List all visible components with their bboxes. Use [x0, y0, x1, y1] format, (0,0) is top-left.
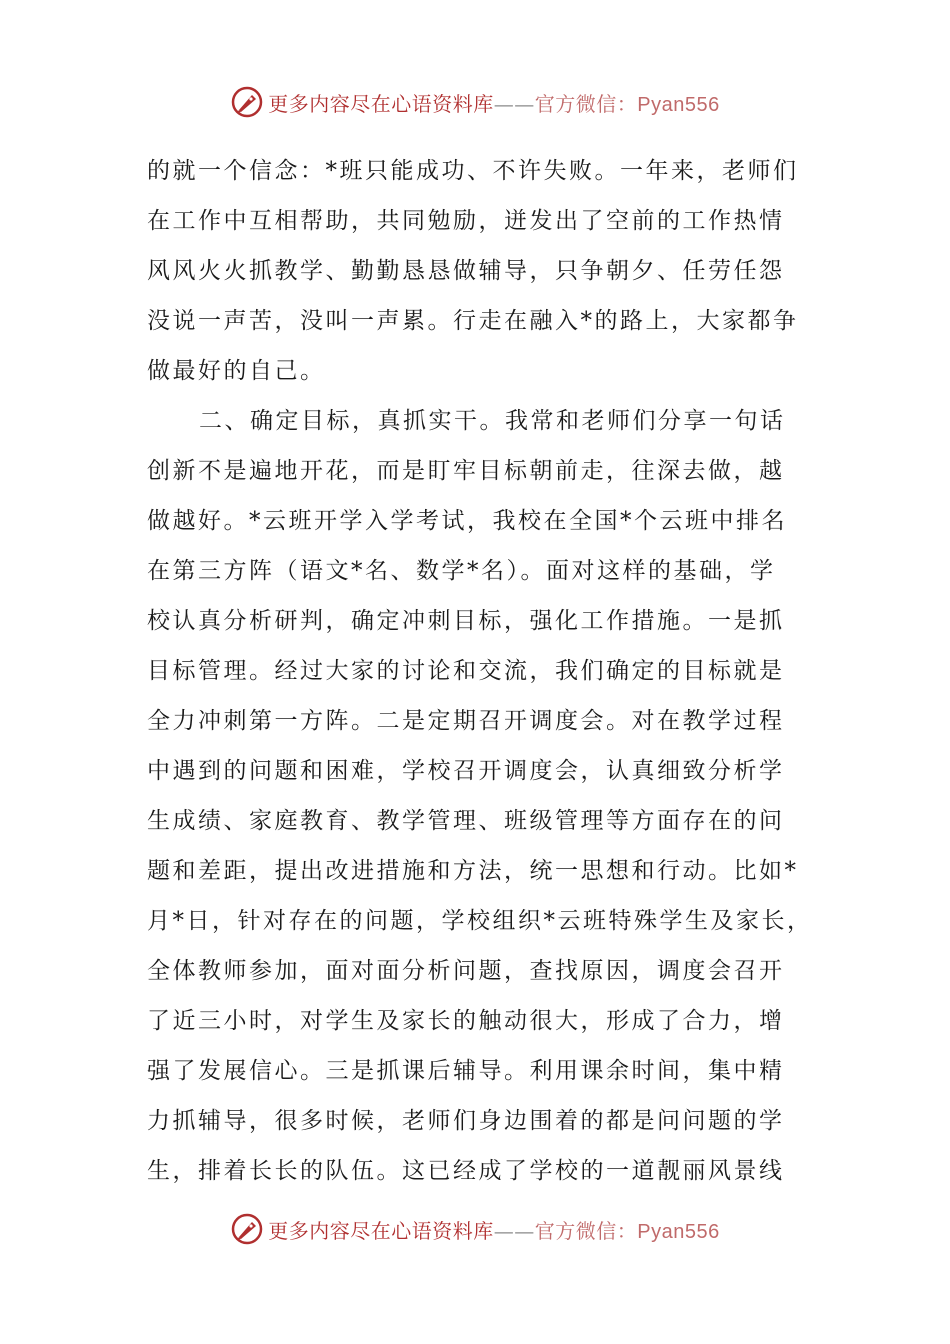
- banner-site-text: 更多内容尽在心语资料库: [268, 1218, 494, 1243]
- text-line: 在工作中互相帮助，共同勉励，迸发出了空前的工作热情: [147, 208, 785, 234]
- text-line: 全体教师参加，面对面分析问题，查找原因，调度会召开: [147, 958, 785, 984]
- text-line: 创新不是遍地开花，而是盯牢目标朝前走，往深去做，越: [147, 458, 785, 484]
- banner-text: [268, 88, 719, 117]
- text-line: 目标管理。经过大家的讨论和交流，我们确定的目标就是: [147, 658, 785, 684]
- text-line: 力抓辅导，很多时候，老师们身边围着的都是问问题的学: [147, 1108, 785, 1134]
- footer-banner: [0, 1209, 950, 1249]
- banner-wechat-id: Pyan556: [637, 1220, 720, 1243]
- text-line: 中遇到的问题和困难，学校召开调度会，认真细致分析学: [147, 758, 785, 784]
- document-body: [147, 146, 817, 1196]
- text-line: 生，排着长长的队伍。这已经成了学校的一道靓丽风景线: [147, 1158, 785, 1184]
- banner-separator: ——: [493, 91, 535, 116]
- text-line: 做越好。*云班开学入学考试，我校在全国*个云班中排名: [147, 508, 787, 534]
- text-line: 了近三小时，对学生及家长的触动很大，形成了合力，增: [147, 1008, 785, 1034]
- text-line: 的就一个信念：*班只能成功、不许失败。一年来，老师们: [147, 158, 799, 184]
- text-line: 月*日，针对存在的问题，学校组织*云班特殊学生及家长，: [147, 908, 813, 934]
- pen-nib-logo-icon: [230, 85, 264, 119]
- banner-text: [268, 1215, 719, 1244]
- header-banner: [0, 82, 950, 122]
- text-line: 全力冲刺第一方阵。二是定期召开调度会。对在教学过程: [147, 708, 785, 734]
- banner-wechat-label: 官方微信：: [534, 1218, 638, 1243]
- banner-separator: ——: [493, 1218, 535, 1243]
- text-line: 强了发展信心。三是抓课后辅导。利用课余时间，集中精: [147, 1058, 785, 1084]
- pen-nib-logo-icon: [230, 1212, 264, 1246]
- banner-wechat-id: Pyan556: [637, 93, 720, 116]
- paragraph-heading-line: 二、确定目标，真抓实干。我常和老师们分享一句话: [199, 408, 786, 434]
- text-line: 校认真分析研判，确定冲刺目标，强化工作措施。一是抓: [147, 608, 785, 634]
- text-line: 没说一声苦，没叫一声累。行走在融入*的路上，大家都争: [147, 308, 799, 334]
- text-line: 题和差距，提出改进措施和方法，统一思想和行动。比如*: [147, 858, 799, 884]
- text-line: 做最好的自己。: [147, 358, 326, 384]
- text-line: 在第三方阵（语文*名、数学*名）。面对这样的基础，学: [147, 558, 776, 584]
- banner-wechat-label: 官方微信：: [534, 91, 638, 116]
- text-line: 风风火火抓教学、勤勤恳恳做辅导，只争朝夕、任劳任怨: [147, 258, 785, 284]
- text-line: 生成绩、家庭教育、教学管理、班级管理等方面存在的问: [147, 808, 785, 834]
- banner-site-text: 更多内容尽在心语资料库: [268, 91, 494, 116]
